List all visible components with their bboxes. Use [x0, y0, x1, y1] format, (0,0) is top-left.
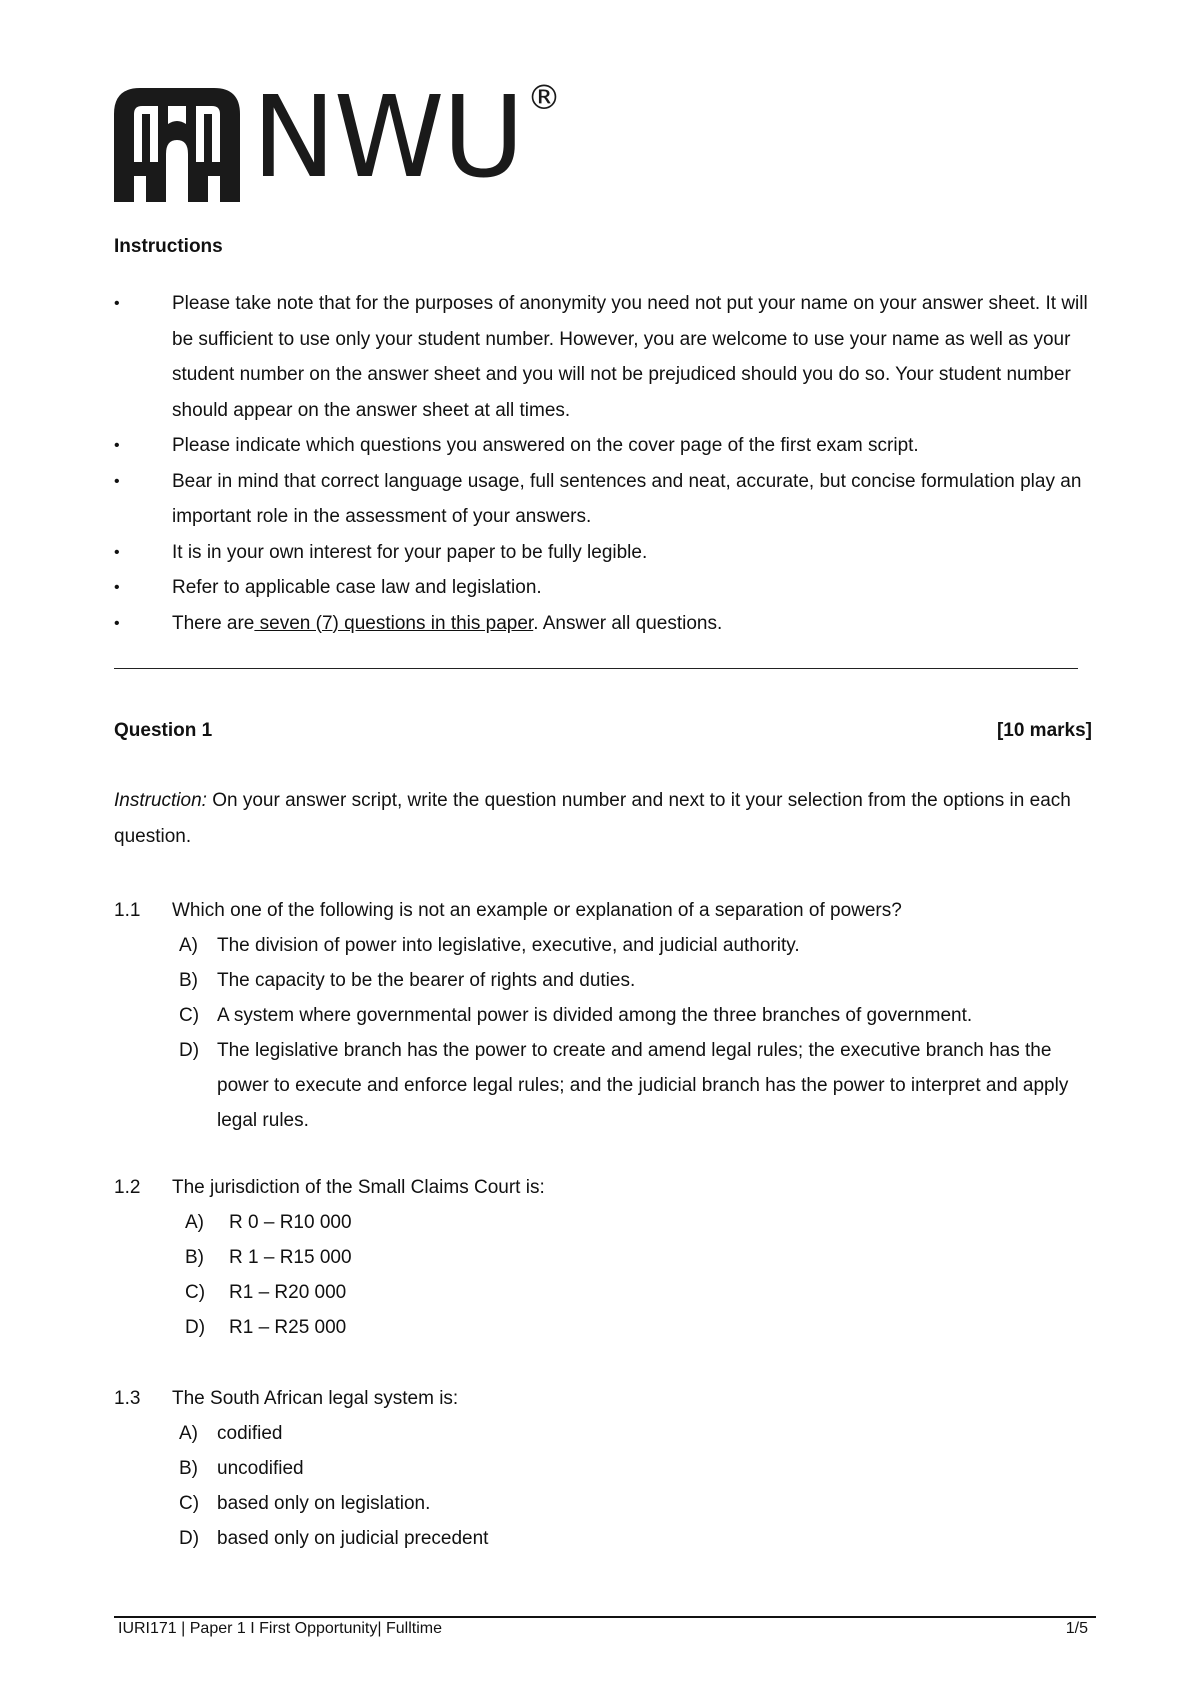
bullet-icon: •	[114, 614, 120, 632]
option-letter: D)	[179, 1040, 200, 1061]
registered-mark: ®	[527, 78, 561, 118]
instruction-item	[114, 464, 1096, 535]
instructions-list	[114, 286, 1096, 641]
option-item	[114, 1521, 1096, 1556]
option-text: R1 – R25 000	[229, 1317, 347, 1338]
instruction-text: Refer to applicable case law and legislation.	[172, 577, 542, 598]
option-text: uncodified	[217, 1458, 304, 1479]
option-text: The legislative branch has the power to create and amend legal rules; the executive branch has the power to execute and enforce legal rules; and the judicial branch has the power to interpret and apply legal rules.	[217, 1040, 1069, 1131]
option-letter: A)	[185, 1212, 204, 1233]
question-instruction	[114, 783, 1096, 854]
option-text: R 0 – R10 000	[229, 1212, 352, 1233]
option-item	[114, 1310, 1096, 1345]
question-stem	[114, 1170, 1096, 1205]
option-item	[114, 1486, 1096, 1521]
question-text: Which one of the following is not an example or explanation of a separation of powers?	[172, 900, 902, 921]
question-number: 1.1	[114, 900, 141, 921]
question-item-1-1	[114, 893, 1096, 1138]
footer-rule	[114, 1616, 1096, 1618]
option-letter: A)	[179, 1423, 198, 1444]
instruction-label: Instruction:	[114, 790, 207, 811]
question-number: 1.2	[114, 1177, 141, 1198]
instruction-item	[114, 535, 1096, 571]
option-letter: D)	[179, 1528, 200, 1549]
question-text: The jurisdiction of the Small Claims Court is:	[172, 1177, 545, 1198]
instructions-heading: Instructions	[114, 236, 223, 257]
question-number: 1.3	[114, 1388, 141, 1409]
bullet-icon: •	[114, 579, 120, 596]
option-text: The capacity to be the bearer of rights and duties.	[217, 970, 636, 991]
instruction-text-underlined: seven (7) questions in this paper	[254, 612, 534, 634]
option-item	[114, 928, 1096, 963]
instruction-text: It is in your own interest for your paper to be fully legible.	[172, 541, 648, 563]
option-letter: B)	[185, 1247, 204, 1268]
question-title: Question 1	[114, 720, 213, 741]
instruction-text: Please take note that for the purposes of anonymity you need not put your name on your answer sheet. It will be sufficient to use only your student number. However, you are welcome to use your name as well as your student number on the answer sheet and you will not be prejudiced should you do so. Your student number should appear on the answer sheet at all times.	[172, 293, 1088, 421]
option-letter: D)	[185, 1317, 206, 1338]
instruction-text: Please indicate which questions you answered on the cover page of the first exam script.	[172, 435, 919, 456]
question-item-1-3	[114, 1381, 1096, 1556]
nwu-emblem-icon	[112, 84, 242, 204]
question-stem	[114, 1381, 1096, 1416]
option-letter: B)	[179, 970, 198, 991]
option-list	[114, 1205, 1096, 1345]
option-list	[114, 1416, 1096, 1556]
option-letter: C)	[179, 1005, 200, 1026]
instruction-item	[114, 606, 1096, 642]
instruction-item	[114, 428, 1096, 464]
footer-page-number: 1/5	[1065, 1620, 1088, 1637]
option-item	[114, 1033, 1096, 1138]
instruction-item	[114, 286, 1096, 428]
logo-wordmark: NWU	[252, 73, 523, 203]
option-text: codified	[217, 1423, 283, 1444]
option-letter: C)	[185, 1282, 206, 1303]
option-item	[114, 963, 1096, 998]
bullet-icon: •	[114, 543, 120, 561]
option-text: R1 – R20 000	[229, 1282, 347, 1303]
bullet-icon: •	[114, 295, 120, 312]
option-item	[114, 1416, 1096, 1451]
option-item	[114, 1275, 1096, 1310]
option-letter: B)	[179, 1458, 198, 1479]
option-item	[114, 1205, 1096, 1240]
instruction-text: Bear in mind that correct language usage, full sentences and neat, accurate, but concise formulation play an important role in the assessment of your answers.	[172, 470, 1082, 527]
option-item	[114, 1451, 1096, 1486]
instruction-text-prefix: There are	[172, 612, 255, 634]
option-item	[114, 998, 1096, 1033]
question-marks: [10 marks]	[996, 720, 1092, 741]
bullet-icon: •	[114, 437, 120, 454]
footer-course-info: IURI171 | Paper 1 I First Opportunity| Fulltime	[118, 1620, 442, 1637]
question-text: The South African legal system is:	[172, 1388, 459, 1409]
option-list	[114, 928, 1096, 1138]
question-stem	[114, 893, 1096, 928]
instruction-body: On your answer script, write the question number and next to it your selection from the options in each question.	[114, 790, 1071, 847]
question-item-1-2	[114, 1170, 1096, 1345]
section-divider	[114, 668, 1078, 669]
instruction-item	[114, 570, 1096, 606]
option-letter: A)	[179, 935, 198, 956]
option-item	[114, 1240, 1096, 1275]
option-letter: C)	[179, 1493, 200, 1514]
bullet-icon: •	[114, 472, 120, 490]
option-text: The division of power into legislative, executive, and judicial authority.	[217, 935, 800, 956]
option-text: R 1 – R15 000	[229, 1247, 352, 1268]
option-text: based only on judicial precedent	[217, 1528, 489, 1549]
nwu-logo	[112, 73, 572, 204]
option-text: based only on legislation.	[217, 1493, 431, 1514]
option-text: A system where governmental power is divided among the three branches of government.	[217, 1005, 973, 1026]
instruction-text-suffix: . Answer all questions.	[533, 612, 723, 634]
